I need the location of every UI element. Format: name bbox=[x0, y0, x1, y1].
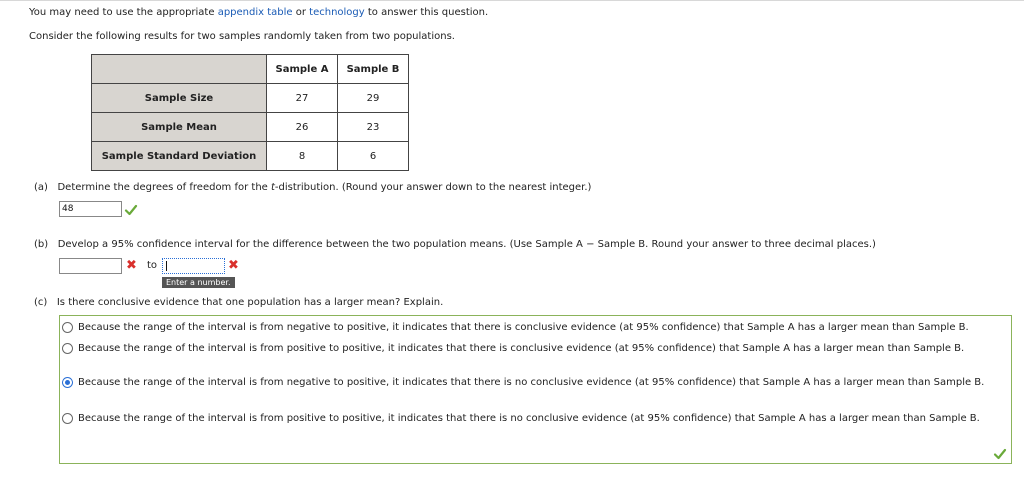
radio-button[interactable] bbox=[62, 322, 73, 333]
table-cell: 23 bbox=[338, 113, 409, 142]
interval-lower-input[interactable] bbox=[59, 258, 122, 274]
answer-option-text: Because the range of the interval is from positive to positive, it indicates that there is no conclusive evidence (at 95% confidence) that Sample A has a larger mean than Sample B. bbox=[78, 413, 980, 424]
text-cursor bbox=[166, 261, 167, 271]
answer-option[interactable] bbox=[62, 342, 1007, 356]
part-b-question bbox=[34, 239, 1014, 250]
table-header-row bbox=[92, 55, 409, 84]
table-cell: 6 bbox=[338, 142, 409, 171]
column-header-sample-b: Sample B bbox=[338, 55, 409, 84]
table-cell: 27 bbox=[267, 84, 338, 113]
part-c-question bbox=[34, 297, 443, 308]
radio-button[interactable] bbox=[62, 413, 73, 424]
enter-number-tooltip: Enter a number. bbox=[162, 277, 235, 288]
radio-button[interactable] bbox=[62, 343, 73, 354]
table-cell: 29 bbox=[338, 84, 409, 113]
part-c-letter: (c) bbox=[34, 297, 48, 308]
part-a-question-post: -distribution. (Round your answer down to the nearest integer.) bbox=[274, 182, 592, 193]
answer-option-text: Because the range of the interval is from positive to positive, it indicates that there is conclusive evidence (at 95% confidence) that Sample A has a larger mean than Sample B. bbox=[78, 343, 965, 354]
x-icon: ✖ bbox=[126, 258, 137, 273]
part-a-question-t: t bbox=[271, 182, 275, 193]
column-header-sample-a: Sample A bbox=[267, 55, 338, 84]
part-a-letter: (a) bbox=[34, 182, 48, 193]
table-row bbox=[92, 142, 409, 171]
answer-option[interactable] bbox=[62, 412, 1007, 426]
top-divider bbox=[0, 0, 1024, 1]
answer-option-text: Because the range of the interval is from negative to positive, it indicates that there is no conclusive evidence (at 95% confidence) that Sample A has a larger mean than Sample B. bbox=[78, 377, 985, 388]
appendix-table-link[interactable]: appendix table bbox=[217, 7, 293, 18]
table-row bbox=[92, 84, 409, 113]
row-header: Sample Size bbox=[92, 84, 267, 113]
technology-link[interactable]: technology bbox=[309, 7, 365, 18]
table-corner-cell bbox=[92, 55, 267, 84]
interval-upper-input[interactable] bbox=[162, 258, 225, 274]
x-icon: ✖ bbox=[228, 258, 239, 273]
check-icon bbox=[124, 203, 138, 217]
answer-option-text: Because the range of the interval is from negative to positive, it indicates that there is conclusive evidence (at 95% confidence) that Sample A has a larger mean than Sample B. bbox=[78, 322, 969, 333]
part-c-question-text: Is there conclusive evidence that one population has a larger mean? Explain. bbox=[56, 297, 444, 308]
problem-prompt: Consider the following results for two samples randomly taken from two populations. bbox=[29, 31, 455, 42]
intro-suffix: to answer this question. bbox=[364, 7, 489, 18]
answer-option[interactable] bbox=[62, 376, 1007, 390]
check-icon bbox=[993, 447, 1007, 461]
degrees-of-freedom-input[interactable]: 48 bbox=[59, 201, 122, 217]
part-a-question-pre: Determine the degrees of freedom for the bbox=[57, 182, 271, 193]
samples-table bbox=[91, 54, 409, 171]
part-b-letter: (b) bbox=[34, 239, 49, 250]
to-label: to bbox=[147, 260, 158, 271]
intro-middle: or bbox=[292, 7, 310, 18]
table-cell: 8 bbox=[267, 142, 338, 171]
part-b-question-text: Develop a 95% confidence interval for the difference between the two population means. (Use Sample A − Sample B. Round your answer to three decimal places.) bbox=[57, 239, 876, 250]
answer-option[interactable] bbox=[62, 321, 1007, 335]
intro-text bbox=[29, 7, 488, 18]
table-cell: 26 bbox=[267, 113, 338, 142]
part-a-question bbox=[34, 182, 591, 193]
table-row bbox=[92, 113, 409, 142]
row-header: Sample Mean bbox=[92, 113, 267, 142]
radio-button-selected[interactable] bbox=[62, 377, 73, 388]
row-header: Sample Standard Deviation bbox=[92, 142, 267, 171]
intro-prefix: You may need to use the appropriate bbox=[29, 7, 218, 18]
